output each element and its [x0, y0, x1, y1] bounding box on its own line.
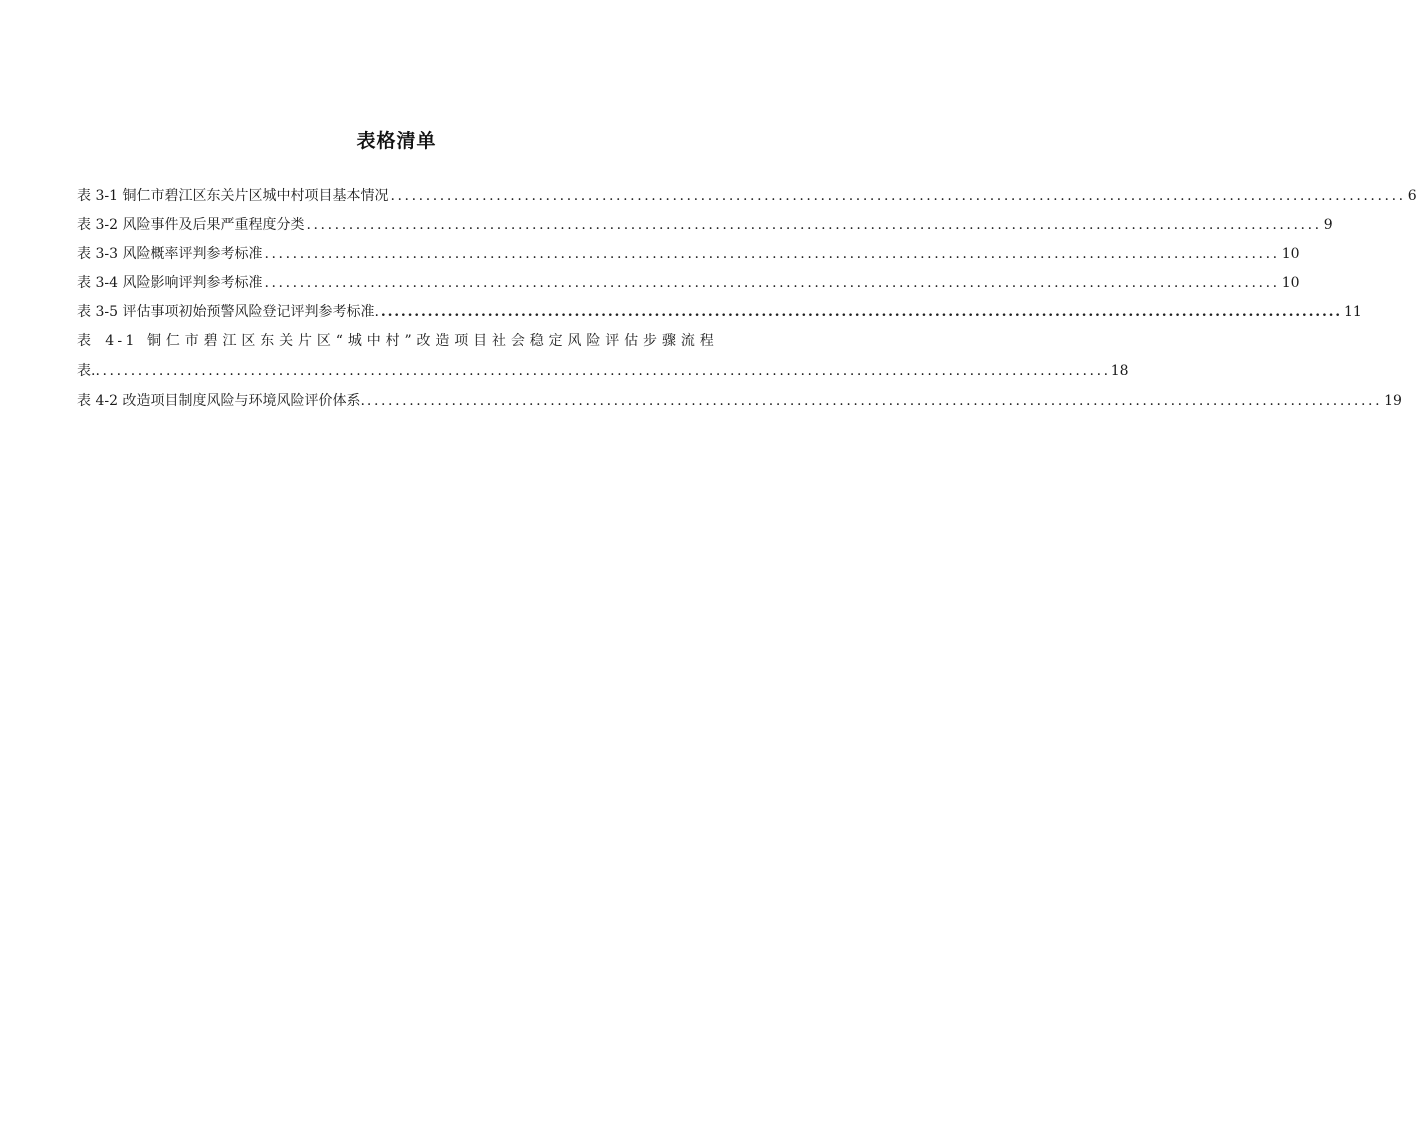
toc-entry[interactable] [77, 302, 1362, 322]
toc-entry-label: 表 3-3 风险概率评判参考标准 [77, 246, 263, 262]
toc-entry-label: 表 4-2 改造项目制度风险与环境风险评价体系. [77, 393, 365, 409]
toc-leader-dots: ................................................................................................................................................ [264, 275, 1280, 291]
toc-leader-dots: ................................................................................................................................................ [306, 217, 1322, 233]
toc-page-number: 9 [1323, 217, 1333, 233]
toc-entry[interactable] [77, 186, 1417, 206]
toc-leader-dots: ................................................................................................................................................ [366, 393, 1383, 409]
toc-entry[interactable] [77, 244, 1300, 264]
toc-entry-label: 表 3-1 铜仁市碧江区东关片区城中村项目基本情况 [77, 188, 389, 204]
toc-page-number: 11 [1343, 304, 1362, 320]
table-of-contents [77, 186, 1417, 420]
toc-page-number: 10 [1281, 275, 1300, 291]
toc-leader-dots: ................................................................................................................................................ [390, 188, 1406, 204]
toc-entry-label: 表 3-4 风险影响评判参考标准 [77, 275, 263, 291]
toc-entry-label-cont: 表. [77, 363, 96, 379]
toc-entry[interactable] [77, 273, 1300, 293]
toc-page-number: 6 [1407, 188, 1417, 204]
toc-page-number: 18 [1110, 363, 1129, 379]
page-title: 表格清单 [356, 130, 437, 152]
toc-leader-dots: ................................................................................................................................................ [380, 304, 1342, 320]
toc-entry[interactable] [77, 331, 1129, 381]
toc-entry-label: 表 3-2 风险事件及后果严重程度分类 [77, 217, 305, 233]
toc-entry-label: 表 4-1 铜仁市碧江区东关片区“城中村”改造项目社会稳定风险评估步骤流程 [77, 333, 717, 349]
toc-entry-label: 表 3-5 评估事项初始预警风险登记评判参考标准. [77, 304, 379, 320]
toc-leader-dots: ................................................................................................................................................ [95, 363, 1111, 379]
toc-page-number: 19 [1384, 393, 1402, 409]
toc-entry[interactable] [77, 391, 1402, 411]
toc-page-number: 10 [1281, 246, 1300, 262]
toc-entry[interactable] [77, 215, 1333, 235]
toc-leader-dots: ................................................................................................................................................ [264, 246, 1280, 262]
toc-entry-continuation [77, 361, 1129, 381]
